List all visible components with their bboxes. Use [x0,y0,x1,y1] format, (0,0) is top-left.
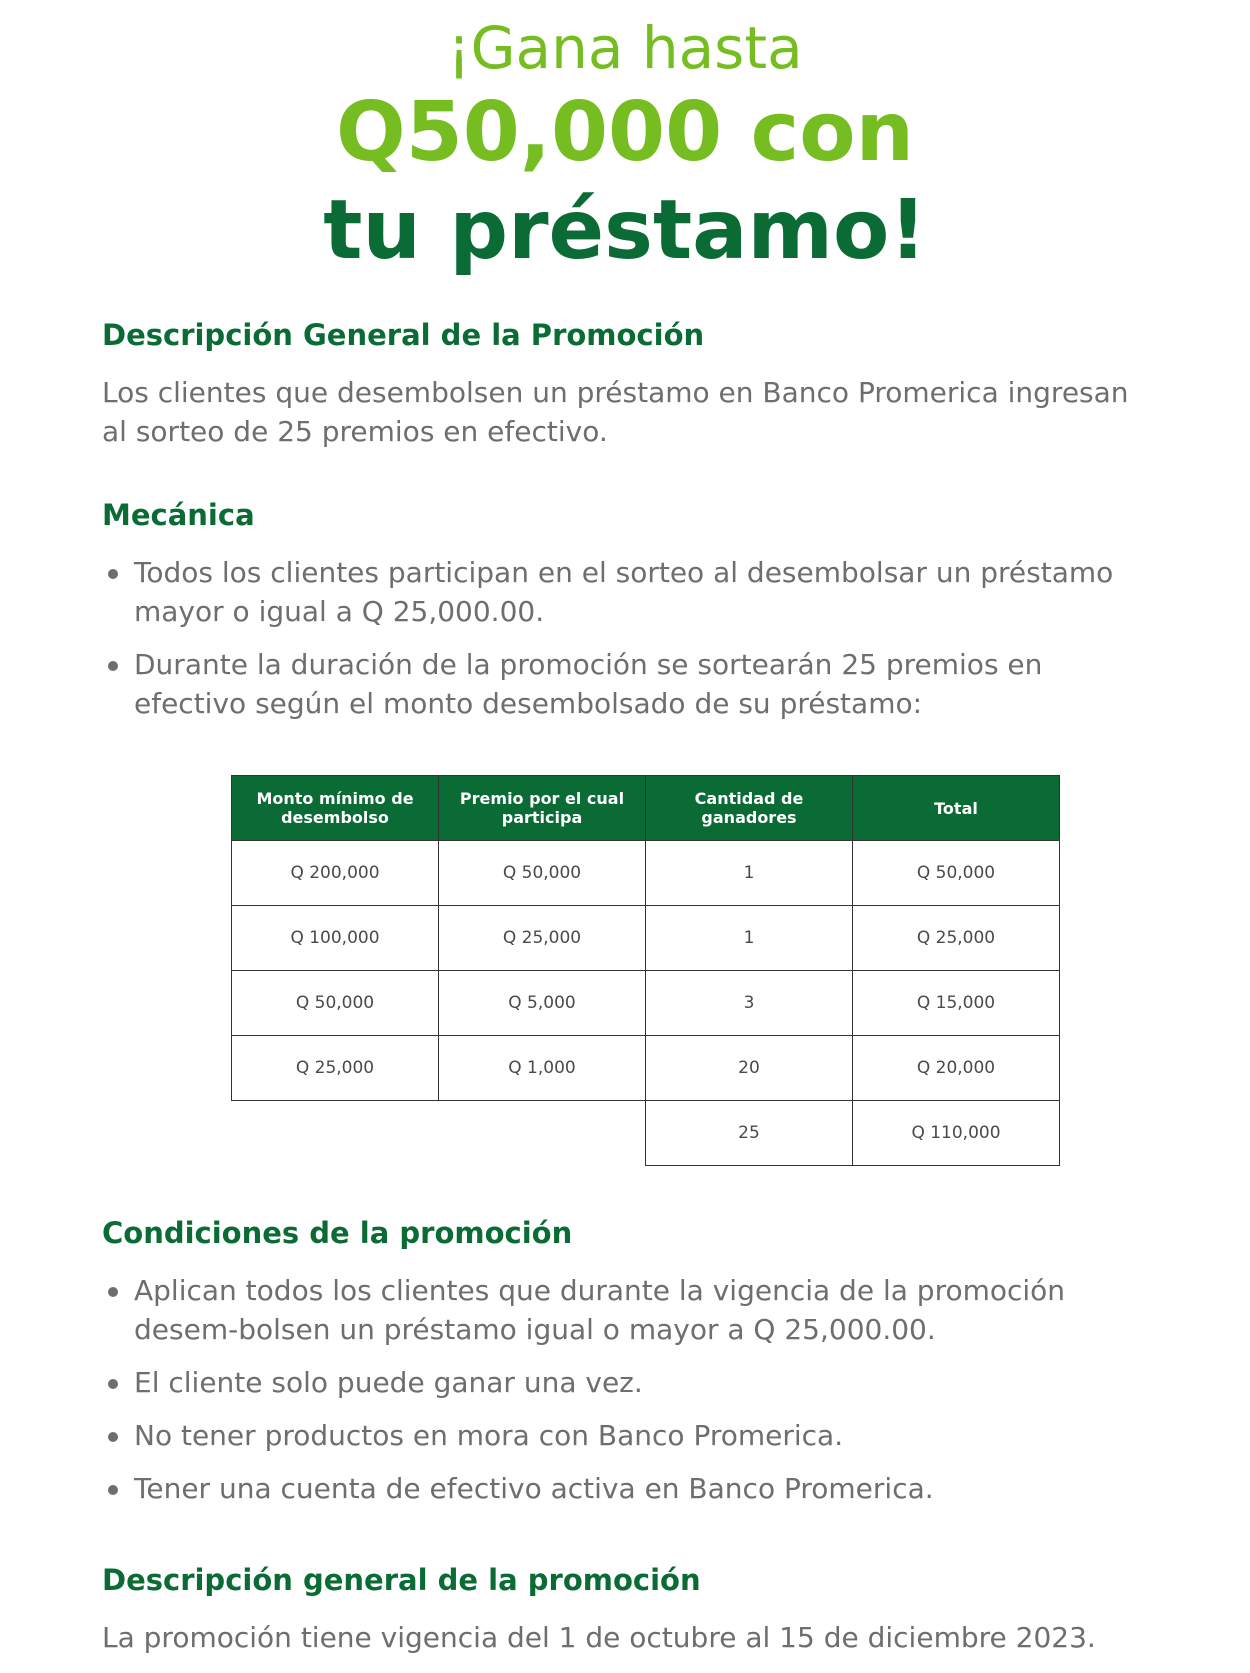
cell-monto: Q 200,000 [232,841,439,906]
cell-monto: Q 100,000 [232,906,439,971]
header-monto-minimo: Monto mínimo de desembolso [232,776,439,841]
cell-premio: Q 1,000 [439,1036,646,1101]
list-item: No tener productos en mora con Banco Promerica. [102,1416,1162,1455]
hero-line-2: Q50,000 con [335,85,914,180]
cell-total: Q 50,000 [853,841,1060,906]
cell-monto: Q 25,000 [232,1036,439,1101]
section-general-text: Los clientes que desembolsen un préstamo en Banco Promerica ingresan al sorteo de 25 premios en efectivo. [102,376,1129,448]
section-vigencia-text: La promoción tiene vigencia del 1 de octubre al 15 de diciembre 2023. [102,1621,1096,1654]
mecanica-list [102,553,1162,723]
empty-cell [232,1101,439,1166]
section-condiciones [102,1213,1162,1508]
hero-banner [0,0,1250,280]
cell-ganadores: 3 [646,971,853,1036]
hero-line-3: tu préstamo! [323,183,927,278]
table-row [232,971,1060,1036]
section-general [102,315,1162,451]
hero-line-1: ¡Gana hasta [447,14,803,82]
list-item: Todos los clientes participan en el sorteo al desembolsar un préstamo mayor o igual a Q 25,000.00. [102,553,1162,631]
list-item: Durante la duración de la promoción se sortearán 25 premios en efectivo según el monto desembolsado de su préstamo: [102,645,1162,723]
condiciones-list [102,1271,1162,1508]
section-condiciones-title: Condiciones de la promoción [102,1216,573,1250]
cell-premio: Q 25,000 [439,906,646,971]
prize-table [231,775,1060,1166]
list-item: Tener una cuenta de efectivo activa en Banco Promerica. [102,1469,1162,1508]
section-vigencia-title: Descripción general de la promoción [102,1563,701,1597]
cell-premio: Q 5,000 [439,971,646,1036]
cell-total: Q 25,000 [853,906,1060,971]
cell-ganadores: 1 [646,841,853,906]
header-cantidad-ganadores: Cantidad de ganadores [646,776,853,841]
table-row [232,841,1060,906]
table-row [232,906,1060,971]
list-item: Aplican todos los clientes que durante la vigencia de la promoción desem-bolsen un préstamo igual o mayor a Q 25,000.00. [102,1271,1162,1349]
section-mecanica [102,495,1162,723]
table-row [232,1036,1060,1101]
cell-monto: Q 50,000 [232,971,439,1036]
total-amount: Q 110,000 [853,1101,1060,1166]
cell-ganadores: 1 [646,906,853,971]
section-mecanica-title: Mecánica [102,498,255,532]
cell-total: Q 15,000 [853,971,1060,1036]
cell-ganadores: 20 [646,1036,853,1101]
empty-cell [439,1101,646,1166]
header-total: Total [853,776,1060,841]
section-general-title: Descripción General de la Promoción [102,318,705,352]
table-totals-row [232,1101,1060,1166]
total-winners: 25 [646,1101,853,1166]
cell-total: Q 20,000 [853,1036,1060,1101]
list-item: El cliente solo puede ganar una vez. [102,1363,1162,1402]
header-premio: Premio por el cual participa [439,776,646,841]
cell-premio: Q 50,000 [439,841,646,906]
table-header-row [232,776,1060,841]
section-vigencia [102,1560,1162,1657]
